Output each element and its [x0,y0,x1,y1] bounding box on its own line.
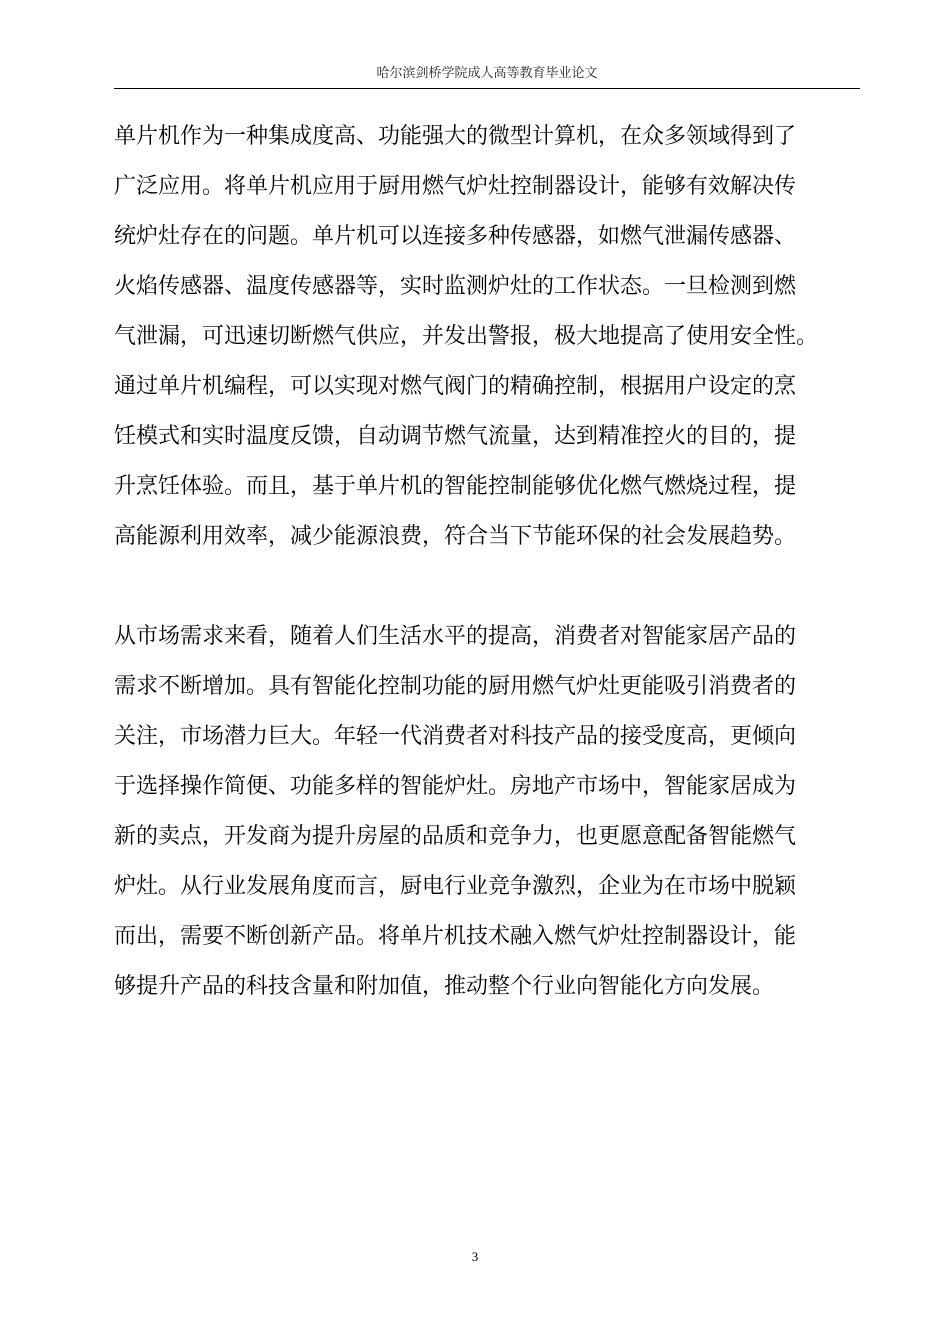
page-header-title: 哈尔滨剑桥学院成人高等教育毕业论文 [376,66,598,81]
paragraph-line: 高能源利用效率，减少能源浪费，符合当下节能环保的社会发展趋势。 [114,524,797,549]
paragraph-line: 升烹饪体验。而且，基于单片机的智能控制能够优化燃气燃烧过程，提 [114,474,797,499]
paragraph-line: 火焰传感器、温度传感器等，实时监测炉灶的工作状态。一旦检测到燃 [114,274,797,299]
body-paragraph-2 [114,612,860,1012]
paragraph-line: 炉灶。从行业发展角度而言，厨电行业竞争激烈，企业为在市场中脱颖 [114,874,797,899]
paragraph-line: 饪模式和实时温度反馈，自动调节燃气流量，达到精准控火的目的，提 [114,424,797,449]
paragraph-line: 通过单片机编程，可以实现对燃气阀门的精确控制，根据用户设定的烹 [114,374,797,399]
paragraph-line: 统炉灶存在的问题。单片机可以连接多种传感器，如燃气泄漏传感器、 [114,224,797,249]
paragraph-line: 关注，市场潜力巨大。年轻一代消费者对科技产品的接受度高，更倾向 [114,724,797,749]
paragraph-line: 于选择操作简便、功能多样的智能炉灶。房地产市场中，智能家居成为 [114,774,797,799]
paragraph-line: 单片机作为一种集成度高、功能强大的微型计算机，在众多领域得到了 [114,124,797,149]
paragraph-line: 广泛应用。将单片机应用于厨用燃气炉灶控制器设计，能够有效解决传 [114,174,797,199]
header-divider [114,88,860,89]
paragraph-line: 新的卖点，开发商为提升房屋的品质和竞争力，也更愿意配备智能燃气 [114,824,797,849]
paragraph-line: 需求不断增加。具有智能化控制功能的厨用燃气炉灶更能吸引消费者的 [114,674,797,699]
page-number: 3 [471,1249,479,1264]
paragraph-line: 而出，需要不断创新产品。将单片机技术融入燃气炉灶控制器设计，能 [114,924,797,949]
paragraph-line: 从市场需求来看，随着人们生活水平的提高，消费者对智能家居产品的 [114,624,797,649]
paragraph-line: 气泄漏，可迅速切断燃气供应，并发出警报，极大地提高了使用安全性。 [114,324,819,349]
body-paragraph-1 [114,112,860,562]
paragraph-line: 够提升产品的科技含量和附加值，推动整个行业向智能化方向发展。 [114,974,775,999]
